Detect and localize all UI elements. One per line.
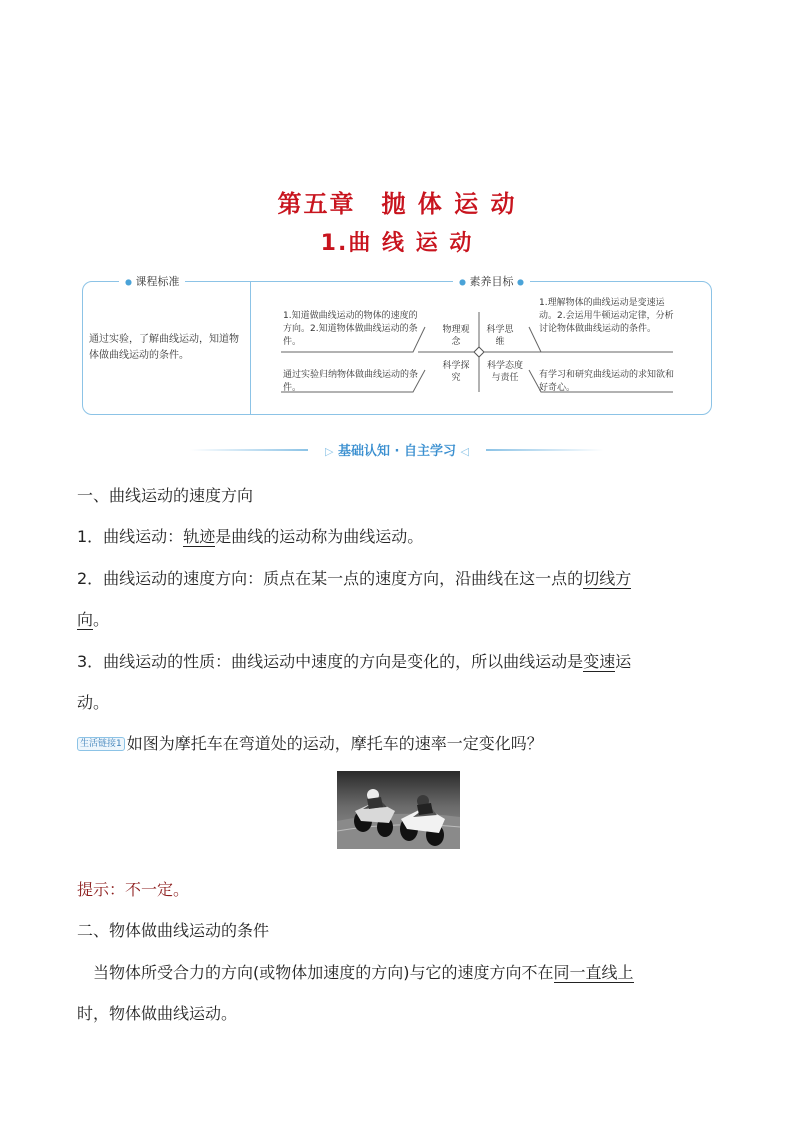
standards-box xyxy=(82,275,712,415)
motorcycle-image xyxy=(337,771,460,849)
goal-concept: 1.知道做曲线运动的物体的速度的方向。2.知道物体做曲线运动的条件。 xyxy=(283,311,418,347)
item-2-blank-cont: 向 xyxy=(77,610,94,629)
item-1-text: 1．曲线运动： xyxy=(77,527,184,546)
banner-label: 基础认知 · 自主学习 xyxy=(338,444,456,459)
item-3-blank: 变速 xyxy=(583,652,616,671)
item-1 xyxy=(77,524,423,547)
condition-text: 当物体所受合力的方向(或物体加速度的方向)与它的速度方向不在 xyxy=(93,963,554,982)
quadrant-scientific-inquiry: 科学探究 xyxy=(442,361,470,383)
item-2-blank: 切线方 xyxy=(583,569,632,588)
chapter-title: 第五章 抛 体 运 动 xyxy=(277,190,517,218)
condition-paragraph-line2: 时，物体做曲线运动。 xyxy=(77,1004,238,1023)
life-link-question xyxy=(77,731,543,754)
curriculum-header-label: 课程标准 xyxy=(135,275,180,288)
item-3 xyxy=(77,649,631,672)
arrow-right-icon: ▷ xyxy=(325,445,334,458)
literacy-header-label: 素养目标 xyxy=(469,275,514,288)
life-link-tag: 生活链接1 xyxy=(77,737,125,751)
item-2-line2 xyxy=(77,607,109,630)
item-1-blank: 轨迹 xyxy=(183,527,216,546)
quadrant-physics-concept: 物理观念 xyxy=(442,325,470,347)
dot-icon: ● xyxy=(125,277,132,287)
goal-attitude: 有学习和研究曲线运动的求知欲和好奇心。 xyxy=(539,370,675,393)
curriculum-text: 通过实验，了解曲线运动，知道物体做曲线运动的条件。 xyxy=(89,334,239,361)
item-2 xyxy=(77,566,631,589)
hint: 提示：不一定。 xyxy=(77,880,190,899)
dot-icon: ● xyxy=(459,277,466,287)
section-title: 1.曲 线 运 动 xyxy=(320,231,474,256)
heading-velocity-direction: 一、曲线运动的速度方向 xyxy=(77,486,254,505)
quadrant-scientific-thinking: 科学思维 xyxy=(486,325,514,347)
arrow-left-icon: ◁ xyxy=(460,445,469,458)
question-text: 如图为摩托车在弯道处的运动，摩托车的速率一定变化吗？ xyxy=(126,734,543,753)
goal-thinking: 1.理解物体的曲线运动是变速运动。2.会运用牛顿运动定律，分析讨论物体做曲线运动的条件。 xyxy=(539,298,674,334)
heading-curvilinear-condition: 二、物体做曲线运动的条件 xyxy=(77,921,270,940)
item-3-text-end: 运 xyxy=(615,652,632,671)
item-2-text: 2．曲线运动的速度方向：质点在某一点的速度方向，沿曲线在这一点的 xyxy=(77,569,584,588)
item-3-line2: 动。 xyxy=(77,693,110,712)
goal-inquiry: 通过实验归纳物体做曲线运动的条件。 xyxy=(283,370,419,393)
item-1-text-end: 是曲线的运动称为曲线运动。 xyxy=(215,527,424,546)
quadrant-scientific-attitude: 科学态度与责任 xyxy=(486,361,523,383)
section-banner xyxy=(190,440,604,460)
item-2-end: 。 xyxy=(93,610,110,629)
dot-icon: ● xyxy=(516,277,524,287)
condition-blank: 同一直线上 xyxy=(553,963,634,982)
condition-paragraph xyxy=(93,960,634,983)
item-3-text: 3．曲线运动的性质：曲线运动中速度的方向是变化的，所以曲线运动是 xyxy=(77,652,584,671)
